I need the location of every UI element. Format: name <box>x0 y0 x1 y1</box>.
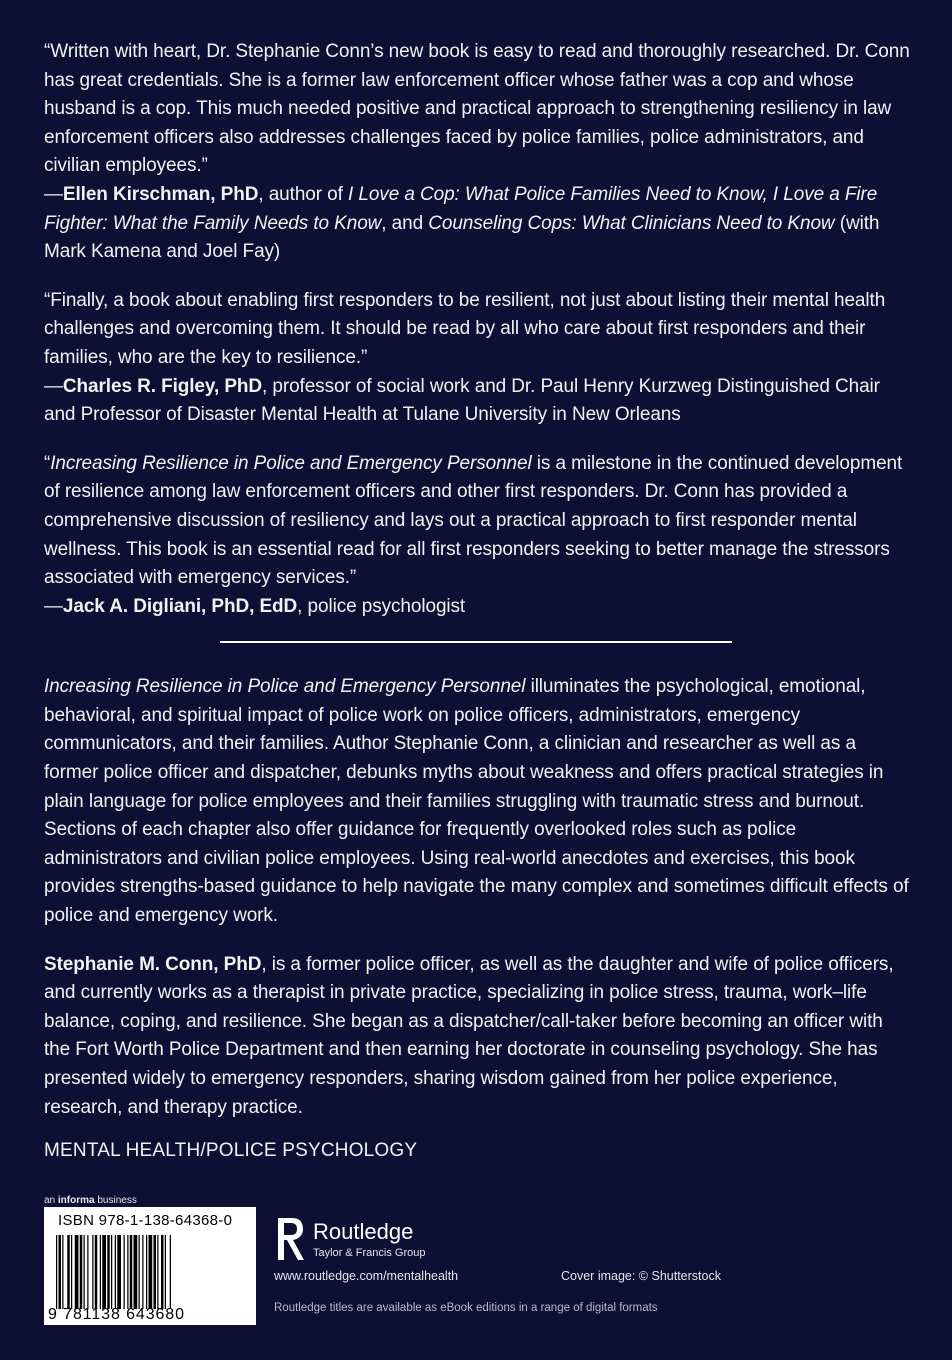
publisher-group: Taylor & Francis Group <box>313 1247 426 1259</box>
book-title: Increasing Resilience in Police and Emergency Personnel <box>50 452 532 474</box>
informa-tagline: an informa business <box>44 1195 137 1206</box>
barcode-bar <box>102 1235 106 1309</box>
endorsement-kirschman <box>44 38 912 267</box>
endorser-name: Jack A. Digliani, PhD, EdD <box>62 595 298 617</box>
publisher-name: Routledge <box>313 1219 414 1244</box>
author-bio: Stephanie M. Conn, PhD, is a former police officer, as well as the daughter and wife of police officers, and currently works as a therapist in private practice, specializing in police stress, trauma, work–life balance, coping, and resilience. She began as a dispatcher/call-taker before becoming an officer with the Fort Worth Police Department and then earning her doctorate in counseling psychology. She has presented widely to emergency responders, sharing wisdom gained from her police experience, research, and therapy practice. <box>44 953 894 1118</box>
book-title: I Love a Cop: What Police Families Need to Know, I Love a Fire Fighter: What the Family Needs to Know <box>44 183 878 234</box>
endorser-name: Charles R. Figley, PhD <box>62 375 263 397</box>
barcode-bar <box>107 1235 110 1309</box>
barcode-bars <box>56 1235 248 1309</box>
barcode-bar <box>149 1235 153 1309</box>
endorsement-figley <box>44 287 912 430</box>
barcode-bar <box>124 1235 125 1309</box>
subject-category: MENTAL HEALTH/POLICE PSYCHOLOGY <box>44 1140 418 1161</box>
barcode-bar <box>67 1235 70 1309</box>
barcode-bar <box>146 1235 147 1309</box>
book-description: Increasing Resilience in Police and Emergency Personnel illuminates the psychological, emotional, behavioral, and spiritual impact of police work on police officers, administrators, emergency communicators, and their families. Author Stephanie Conn, a clinician and researcher as well as a former police officer and dispatcher, debunks myths about weakness and offers practical strategies in plain language for police employees and their families struggling with traumatic stress and burnout. Sections of each chapter also offer guidance for frequently overlooked roles such as police administrators and civilian police employees. Using real-world anecdotes and exercises, this book provides strengths-based guidance to help navigate the many complex and sometimes difficult effects of police and emergency work. <box>44 676 909 927</box>
cover-credit: Cover image: © Shutterstock <box>561 1269 721 1283</box>
barcode-bar <box>71 1235 72 1309</box>
quote-text: “Finally, a book about enabling first responders to be resilient, not just about listing their mental health challenges and overcoming them. It should be read by all who care about first responders and their families, who are the key to resilience.” <box>44 289 886 368</box>
barcode-bar <box>170 1235 171 1309</box>
book-title: Counseling Cops: What Clinicians Need to Know <box>428 212 835 234</box>
barcode-bar <box>87 1235 88 1309</box>
barcode-bar <box>130 1235 133 1309</box>
quote-attribution: —Charles R. Figley, PhD, professor of social work and Dr. Paul Henry Kurzweg Distinguished Chair and Professor of Disaster Mental Health at Tulane University in New Orleans <box>44 375 880 426</box>
author-name: Stephanie M. Conn, PhD <box>44 953 262 975</box>
barcode-bar <box>115 1235 116 1309</box>
barcode-bar <box>139 1235 140 1309</box>
endorsement-digliani: “Increasing Resilience in Police and Emergency Personnel is a milestone in the continued development of resilience among law enforcement officers and other first responders. Dr. Conn has provided a comprehensive discussion of resiliency and lays out a practical approach to first responder mental wellness. This book is an essential read for all first responders seeking to better manage the stressors associated with emergency services.” —Jack A. Digliani, PhD, EdD, police psychologist <box>44 452 903 617</box>
quote-text: “Written with heart, Dr. Stephanie Conn’s new book is easy to read and thoroughly researched. Dr. Conn has great credentials. She is a former law enforcement officer whose father was a cop and whose husband is a cop. This much needed positive and practical approach to strengthening resiliency in law enforcement officers also addresses challenges faced by police families, police administrators, and civilian employees.” <box>44 41 910 177</box>
barcode-bar <box>84 1235 85 1309</box>
barcode-bar <box>154 1235 157 1309</box>
barcode-bar <box>142 1235 143 1309</box>
barcode-bar <box>56 1235 57 1309</box>
barcode-bar <box>95 1235 98 1309</box>
divider <box>220 641 732 643</box>
barcode-bar <box>127 1235 128 1309</box>
isbn-label: ISBN 978-1-138-64368-0 <box>58 1212 233 1229</box>
barcode-bar <box>62 1235 63 1309</box>
book-title: Increasing Resilience in Police and Emergency Personnel <box>44 676 526 698</box>
barcode-bar <box>157 1235 158 1309</box>
barcode-bar <box>75 1235 79 1309</box>
publisher-url[interactable]: www.routledge.com/mentalhealth <box>274 1269 459 1283</box>
quote-attribution: —Ellen Kirschman, PhD, author of I Love a Cop: What Police Families Need to Know, I Love a Fire Fighter: What the Family Needs to Know, and Counseling Cops: What Clinicians Need to Know (with Mark Kamena and Joel Fay) <box>44 183 880 263</box>
ebook-note: Routledge titles are available as eBook editions in a range of digital formats <box>274 1302 658 1314</box>
barcode-bar <box>117 1235 121 1309</box>
barcode-bar <box>100 1235 101 1309</box>
barcode-bar <box>161 1235 164 1309</box>
barcode-digits: 9 781138 643680 <box>48 1306 185 1323</box>
isbn-barcode <box>44 1207 256 1325</box>
back-cover-text <box>44 38 912 1122</box>
barcode-bar <box>92 1235 93 1309</box>
barcode-bar <box>165 1235 166 1309</box>
barcode-bar <box>134 1235 138 1309</box>
barcode-bar <box>80 1235 83 1309</box>
endorser-name: Ellen Kirschman, PhD <box>62 183 259 205</box>
barcode-bar <box>59 1235 62 1309</box>
informa-brand: informa <box>57 1195 95 1206</box>
quote-text: is a milestone in the continued development of resilience among law enforcement officers and other first responders. Dr. Conn has provided a comprehensive discussion of resiliency and lays out a practical approach to first responder mental wellness. This book is an essential read for all first responders seeking to better manage the stressors associated with emergency services.” <box>44 452 903 589</box>
barcode-bar <box>111 1235 112 1309</box>
routledge-logo-icon <box>274 1216 306 1262</box>
quote-attribution: —Jack A. Digliani, PhD, EdD, police psychologist <box>44 595 466 617</box>
